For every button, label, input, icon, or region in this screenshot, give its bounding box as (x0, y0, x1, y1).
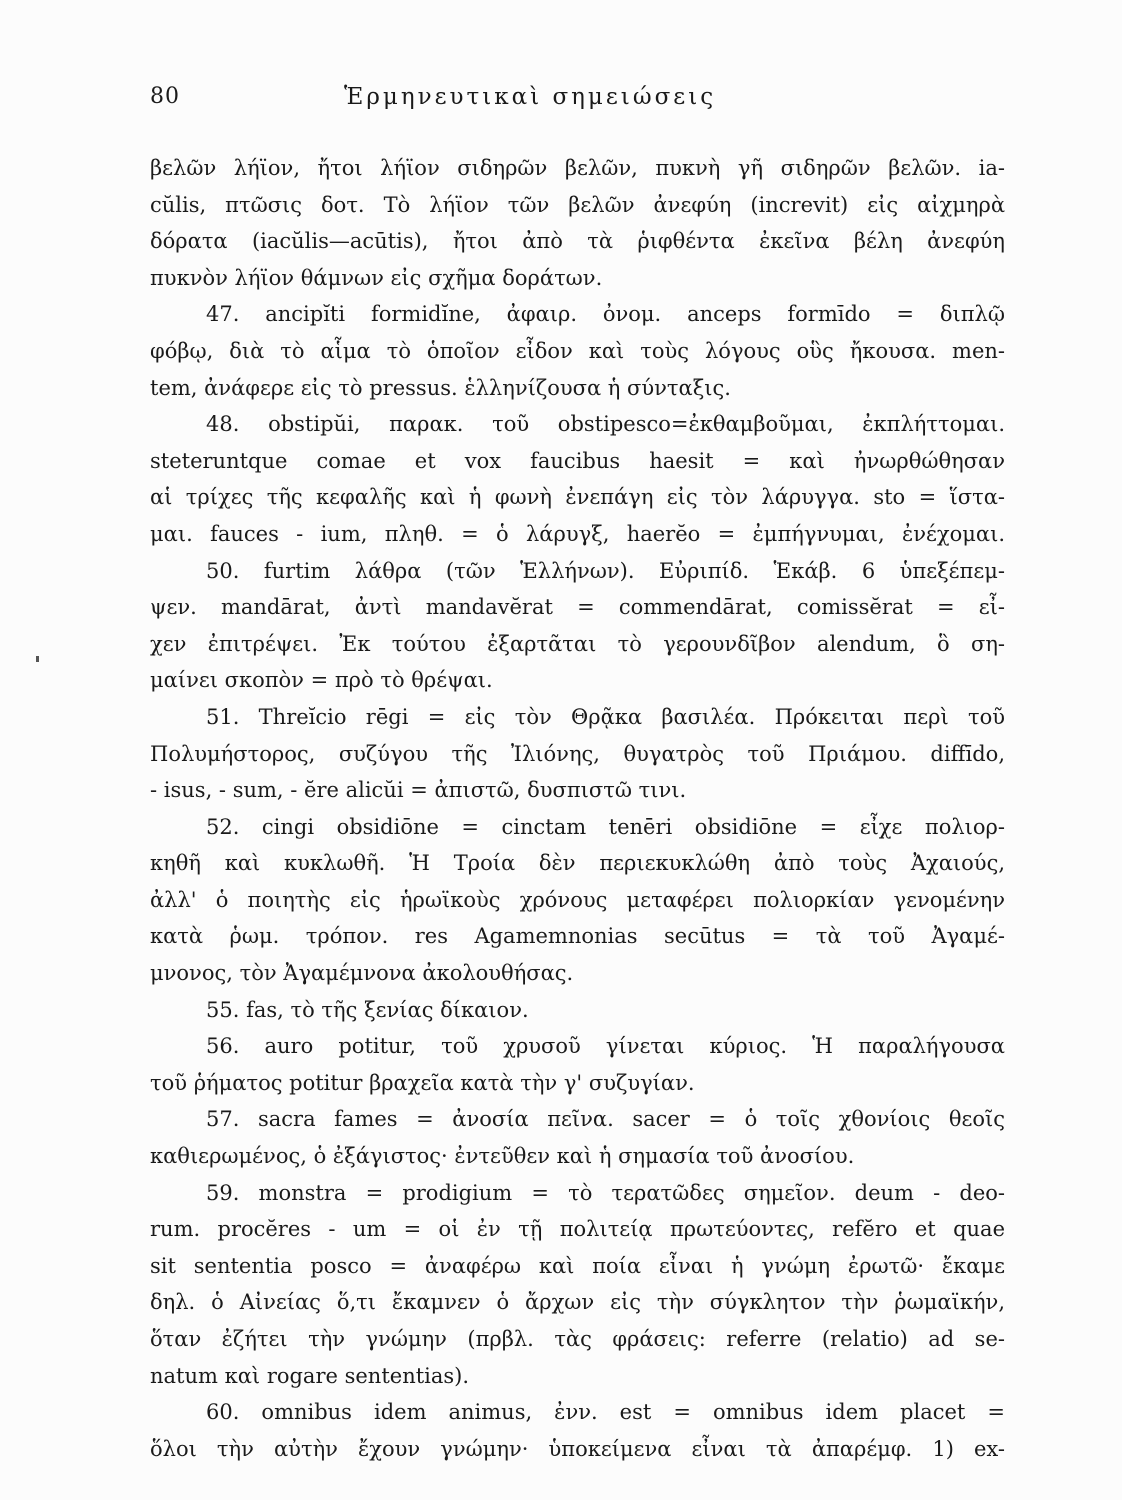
text-line: ὅταν ἐζήτει τὴν γνώμην (πρβλ. τὰς φράσεις: referre (relatio) ad se- (150, 1327, 1005, 1351)
note-47: 47. ancipĭti formidĭne, ἀφαιρ. ὀνομ. anceps formīdo = διπλῷ (206, 302, 1005, 327)
text-line: natum καὶ rogare sententias). (150, 1363, 470, 1388)
note-57: 57. sacra fames = ἀνοσία πεῖνα. sacer = ὁ τοῖς χθονίοις θεοῖς (206, 1107, 1005, 1132)
text-line: tem, ἀνάφερε εἰς τὸ pressus. ἑλληνίζουσα ἡ σύνταξις. (150, 375, 731, 400)
text-line: sit sententia posco = ἀναφέρω καὶ ποία εἶναι ἡ γνώμη ἐρωτῶ· ἔκαμε (150, 1253, 1005, 1278)
page-header (150, 84, 1010, 124)
text-line: cŭlis, πτῶσις δοτ. Τὸ λήϊον τῶν βελῶν ἀνεφύη (increvit) εἰς αἰχμηρὰ (150, 192, 1005, 217)
text-line: κηθῆ καὶ κυκλωθῆ. Ἡ Τροία δὲν περιεκυκλώθη ἀπὸ τοὺς Ἀχαιούς, (150, 851, 1005, 876)
text-line: δηλ. ὁ Αἰνείας ὅ,τι ἔκαμνεν ὁ ἄρχων εἰς τὴν σύγκλητον τὴν ῥωμαϊκήν, (150, 1290, 1005, 1315)
text-line: steteruntque comae et vox faucibus haesit = καὶ ἠνωρθώθησαν (150, 448, 1005, 473)
note-55: 55. fas, τὸ τῆς ξενίας δίκαιον. (206, 997, 529, 1022)
text-line: καθιερωμένος, ὁ ἐξάγιστος· ἐντεῦθεν καὶ ἡ σημασία τοῦ ἀνοσίου. (150, 1144, 855, 1169)
text-line: φόβῳ, διὰ τὸ αἷμα τὸ ὁποῖον εἶδον καὶ τοὺς λόγους οὓς ἤκουσα. men- (150, 338, 1005, 363)
text-line: μαίνει σκοπὸν = πρὸ τὸ θρέψαι. (150, 668, 493, 693)
note-52: 52. cingi obsidiōne = cinctam tenēri obsidiōne = εἶχε πολιορ- (206, 814, 1005, 839)
text-line: τοῦ ῥήματος potitur βραχεῖα κατὰ τὴν γ' συζυγίαν. (150, 1070, 695, 1095)
text-line: μνονος, τὸν Ἀγαμέμνονα ἀκολουθήσας. (150, 961, 574, 986)
note-59: 59. monstra = prodigium = τὸ τερατῶδες σημεῖον. deum - deo- (206, 1180, 1005, 1205)
running-title: Ἑρμηνευτικαὶ σημειώσεις (344, 84, 717, 110)
text-line: ἀλλ' ὁ ποιητὴς εἰς ἡρωϊκοὺς χρόνους μεταφέρει πολιορκίαν γενομένην (150, 887, 1005, 912)
text-line: χεν ἐπιτρέψει. Ἐκ τούτου ἐξαρτᾶται τὸ γερουνδῖβον alendum, ὃ ση- (150, 631, 1005, 656)
text-line: μαι. fauces - ium, πληθ. = ὁ λάρυγξ, haerĕo = ἐμπήγνυμαι, ἐνέχομαι. (150, 521, 1005, 546)
page-number: 80 (150, 84, 180, 109)
text-line: δόρατα (iacŭlis—acūtis), ἤτοι ἀπὸ τὰ ῥιφθέντα ἐκεῖνα βέλη ἀνεφύη (150, 229, 1005, 254)
text-line: αἱ τρίχες τῆς κεφαλῆς καὶ ἡ φωνὴ ἐνεπάγη εἰς τὸν λάρυγγα. sto = ἵστα- (150, 485, 1005, 510)
stray-ink-mark (36, 656, 39, 662)
commentary-body (150, 150, 1005, 1467)
note-56: 56. auro potitur, τοῦ χρυσοῦ γίνεται κύριος. Ἡ παραλήγουσα (206, 1034, 1005, 1059)
text-line: Πολυμήστορος, συζύγου τῆς Ἰλιόνης, θυγατρὸς τοῦ Πριάμου. diffīdo, (150, 741, 1005, 766)
note-48: 48. obstipŭi, παρακ. τοῦ obstipesco=ἐκθαμβοῦμαι, ἐκπλήττομαι. (206, 412, 1005, 437)
note-51: 51. Threĭcio rēgi = εἰς τὸν Θρᾷκα βασιλέα. Πρόκειται περὶ τοῦ (206, 704, 1005, 729)
text-line: rum. procĕres - um = οἱ ἐν τῇ πολιτείᾳ πρωτεύοντες, refĕro et quae (150, 1217, 1005, 1242)
text-line: ψεν. mandārat, ἀντὶ mandavĕrat = commendārat, comissĕrat = εἶ- (150, 595, 1005, 620)
note-60: 60. omnibus idem animus, ἐνν. est = omnibus idem placet = (206, 1400, 1005, 1425)
text-line: - isus, - sum, - ĕre alicŭi = ἀπιστῶ, δυσπιστῶ τινι. (150, 778, 687, 803)
text-line: κατὰ ῥωμ. τρόπον. res Agamemnonias secūtus = τὰ τοῦ Ἀγαμέ- (150, 924, 1005, 949)
note-50: 50. furtim λάθρα (τῶν Ἑλλήνων). Εὐριπίδ. Ἑκάβ. 6 ὑπεξέπεμ- (206, 558, 1005, 583)
text-line: ὅλοι τὴν αὐτὴν ἔχουν γνώμην· ὑποκείμενα εἶναι τὰ ἀπαρέμφ. 1) ex- (150, 1436, 1005, 1461)
text-line: βελῶν λήϊον, ἤτοι λήϊον σιδηρῶν βελῶν, πυκνὴ γῆ σιδηρῶν βελῶν. ia- (150, 156, 1005, 180)
text-line: πυκνὸν λήϊον θάμνων εἰς σχῆμα δοράτων. (150, 265, 603, 290)
